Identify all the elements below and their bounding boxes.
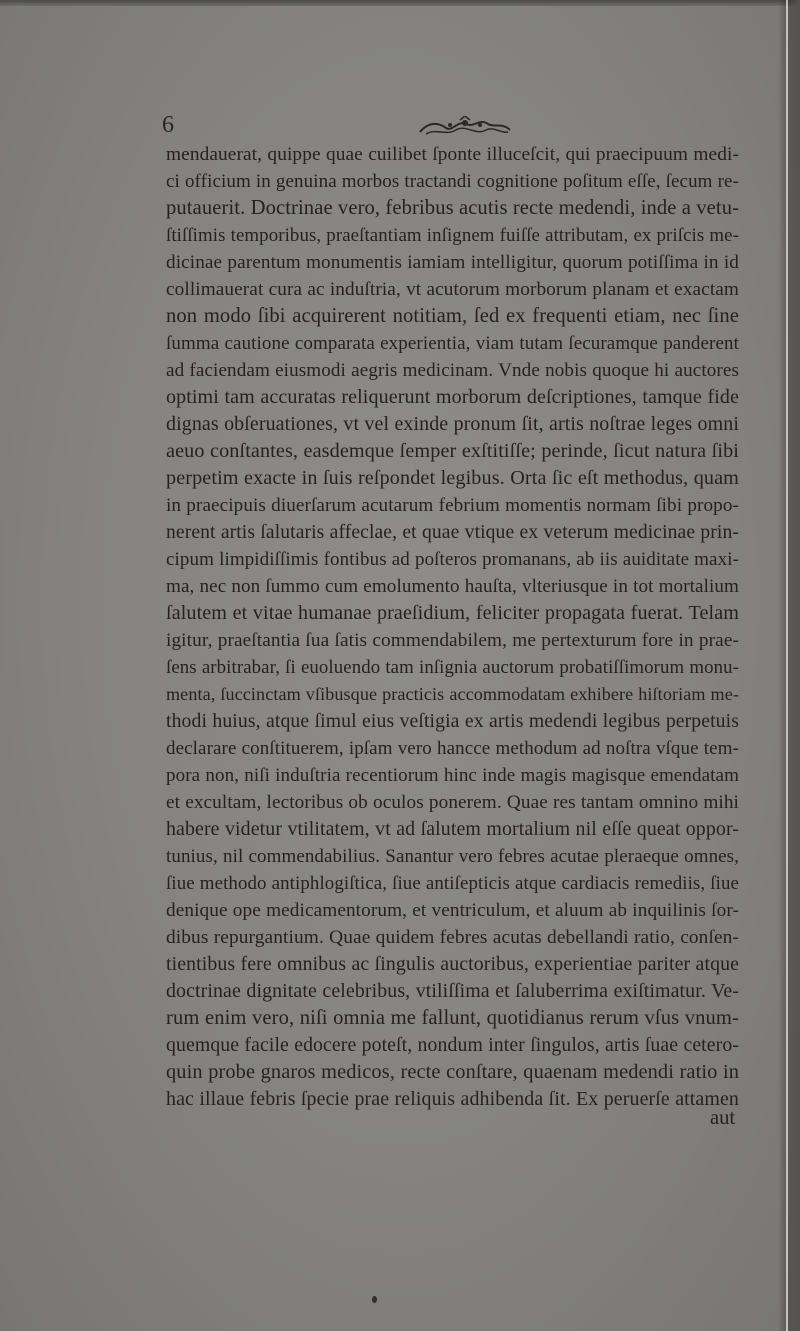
body-text — [166, 141, 739, 1113]
text-line: hac illaue febris ſpecie prae reliquis adhibenda ſit. Ex peruerſe attamen — [166, 1088, 739, 1110]
top-edge-rule — [0, 0, 800, 6]
text-line: dignas obſeruationes, vt vel exinde pronum ſit, artis noſtrae leges omni — [166, 413, 739, 435]
page-gutter-shadow — [778, 0, 800, 1331]
page-number: 6 — [162, 112, 174, 138]
text-line: habere videtur vtilitatem, vt ad ſalutem mortalium nil eſſe queat oppor- — [166, 818, 739, 840]
ink-speck — [372, 1296, 377, 1303]
text-line: dicinae parentum monumentis iamiam intelligitur, quorum potiſſima in id — [166, 252, 739, 273]
text-line: mendauerat, quippe quae cuilibet ſponte illuceſcit, qui praecipuum medi- — [166, 144, 739, 165]
text-line: ſens arbitrabar, ſi euoluendo tam inſignia auctorum probatiſſimorum monu- — [166, 657, 739, 678]
text-line: declarare conſtituerem, ipſam vero hancce methodum ad noſtra vſque tem- — [166, 738, 739, 759]
headpiece-ornament-icon — [416, 116, 514, 138]
text-line: quin probe gnaros medicos, recte conſtare, quaenam medendi ratio in — [166, 1061, 739, 1083]
text-line: aeuo conſtantes, easdemque ſemper exſtitiſſe; perinde, ſicut natura ſibi — [166, 440, 739, 462]
text-line: perpetim exacte in ſuis reſpondet legibus. Orta ſic eſt methodus, quam — [166, 467, 739, 489]
text-line: et excultam, lectoribus ob oculos ponerem. Quae res tantam omnino mihi — [166, 792, 739, 813]
text-line: pora non, niſi induſtria recentiorum hinc inde magis magisque emendatam — [166, 765, 739, 786]
text-line: menta, ſuccinctam vſibusque practicis accommodatam exhibere hiſtoriam me- — [166, 684, 739, 704]
text-line: tientibus fere omnibus ac ſingulis auctoribus, experientiae pariter atque — [166, 953, 739, 975]
text-line: ſtiſſimis temporibus, praeſtantiam inſignem fuiſſe attributam, ex priſcis me- — [166, 225, 739, 246]
text-line: ſiue methodo antiphlogiſtica, ſiue antiſepticis atque cardiacis remediis, ſiue — [166, 873, 739, 894]
text-line: tunius, nil commendabilius. Sanantur vero febres acutae pleraeque omnes, — [166, 846, 739, 867]
text-line: doctrinae dignitate celebribus, vtiliſſima et ſaluberrima exiſtimatur. Ve- — [166, 980, 739, 1002]
text-line: putauerit. Doctrinae vero, febribus acutis recte medendi, inde a vetu- — [166, 197, 740, 219]
text-line: ma, nec non ſummo cum emolumento hauſta, vlteriusque in tot mortalium — [166, 576, 739, 597]
text-line: rum enim vero, niſi omnia me fallunt, quotidianus rerum vſus vnum- — [166, 1007, 739, 1029]
text-line: non modo ſibi acquirerent notitiam, ſed ex frequenti etiam, nec ſine — [166, 305, 739, 327]
text-line: ci officium in genuina morbos tractandi cognitione poſitum eſſe, ſecum re- — [166, 171, 739, 192]
text-line: nerent artis ſalutaris affeclae, et quae vtique ex veterum medicinae prin- — [166, 522, 739, 543]
page-edge-line — [786, 0, 788, 1331]
text-line: optimi tam accuratas reliquerunt morborum deſcriptiones, tamque fide — [166, 386, 739, 408]
text-line: ſalutem et vitae humanae praeſidium, feliciter propagata fuerat. Telam — [166, 602, 739, 624]
text-line: ſumma cautione comparata experientia, viam tutam ſecuramque panderent — [166, 333, 739, 354]
text-line: cipum limpidiſſimis fontibus ad poſteros promanans, ab iis auiditate maxi- — [166, 549, 739, 570]
text-line: collimauerat cura ac induſtria, vt acutorum morborum planam et exactam — [166, 279, 739, 300]
text-line: denique ope medicamentorum, et ventriculum, et aluum ab inquilinis ſor- — [166, 900, 739, 921]
text-line: quemque facile edocere poteſt, nondum inter ſingulos, artis ſuae cetero- — [166, 1034, 739, 1056]
text-line: igitur, praeſtantia ſua ſatis commendabilem, me pertexturum fore in prae- — [166, 630, 739, 651]
catchword: aut — [710, 1107, 736, 1129]
text-line: in praecipuis diuerſarum acutarum febrium momentis normam ſibi propo- — [166, 495, 739, 516]
text-line: dibus repurgantium. Quae quidem febres acutas debellandi ratio, conſen- — [166, 927, 739, 948]
text-line: thodi huius, atque ſimul eius veſtigia ex artis medendi legibus perpetuis — [166, 710, 739, 732]
text-line: ad faciendam eiusmodi aegris medicinam. Vnde nobis quoque hi auctores — [166, 360, 739, 381]
